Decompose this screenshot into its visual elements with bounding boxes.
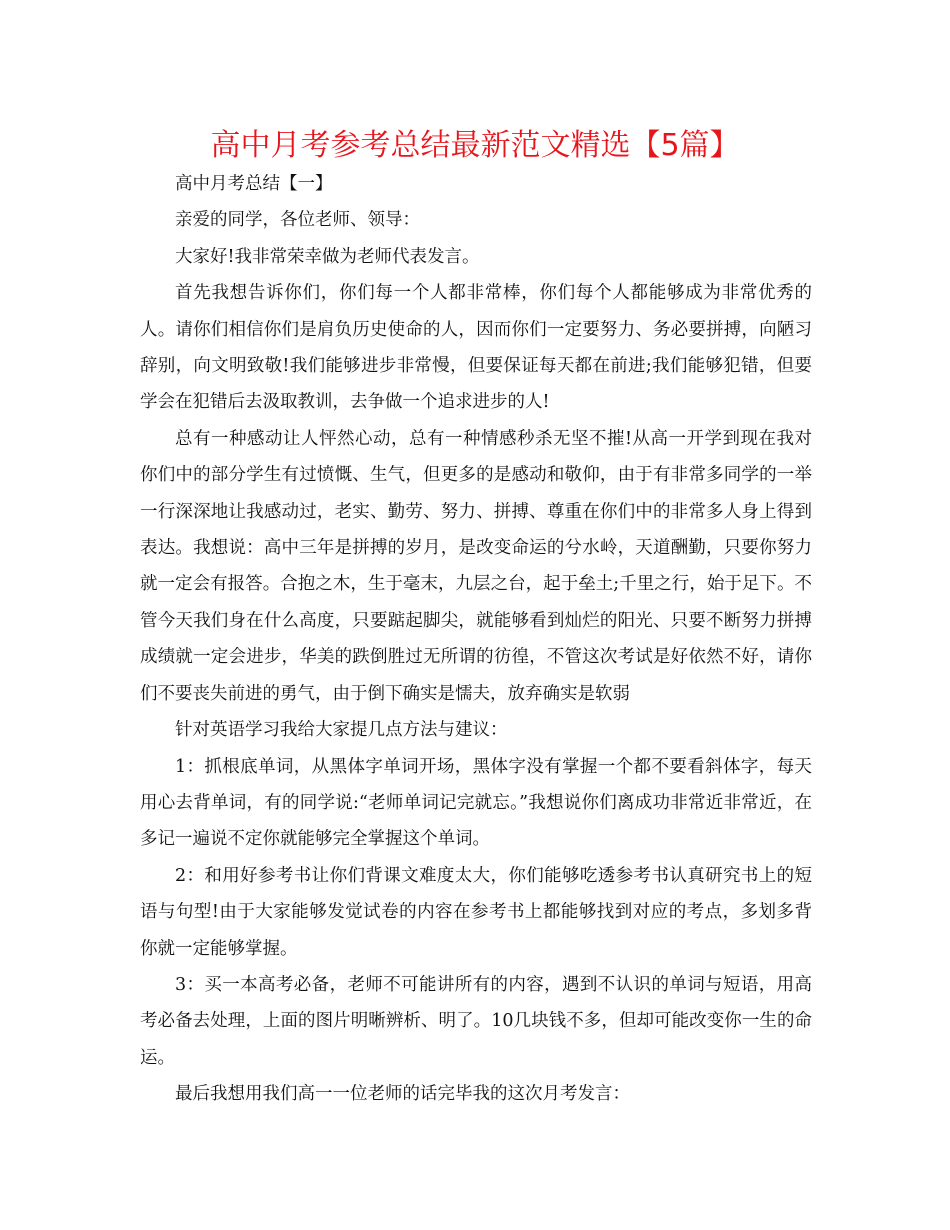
salutation: 亲爱的同学，各位老师、领导： xyxy=(175,210,420,231)
section-heading: 高中月考总结【一】 xyxy=(175,174,333,194)
paragraph: 大家好!我非常荣幸做为老师代表发言。 xyxy=(175,246,480,267)
document-body xyxy=(140,166,812,1113)
paragraph: 针对英语学习我给大家提几点方法与建议： xyxy=(175,720,508,741)
paragraph: 2：和用好参考书让你们背课文难度太大，你们能够吃透参考书认真研究书上的短语与句型!由于大家能够发觉试卷的内容在参考书上都能够找到对应的考点，多划多背你就一定能够掌握。 xyxy=(140,865,812,959)
paragraph: 总有一种感动让人怦然心动，总有一种情感秒杀无坚不摧!从高一开学到现在我对你们中的部分学生有过愤慨、生气，但更多的是感动和敬仰，由于有非常多同学的一举一行深深地让我感动过，老实、勤劳、努力、拼搏、尊重在你们中的非常多人身上得到表达。我想说：高中三年是拼搏的岁月，是改变命运的兮水岭，天道酬勤，只要你努力就一定会有报答。合抱之木，生于毫末，九层之台，起于垒土;千里之行，始于足下。不管今天我们身在什么高度，只要踮起脚尖，就能够看到灿烂的阳光、只要不断努力拼搏成绩就一定会进步，华美的跌倒胜过无所谓的彷徨，不管这次考试是好依然不好，请你们不要丧失前进的勇气，由于倒下确实是懦夫，放弃确实是软弱 xyxy=(140,428,812,704)
paragraph: 首先我想告诉你们，你们每一个人都非常棒，你们每个人都能够成为非常优秀的人。请你们相信你们是肩负历史使命的人，因而你们一定要努力、务必要拼搏，向陋习辞别，向文明致敬!我们能够进步非常慢，但要保证每天都在前进;我们能够犯错，但要学会在犯错后去汲取教训，去争做一个追求进步的人! xyxy=(140,283,812,413)
paragraph: 最后我想用我们高一一位老师的话完毕我的这次月考发言： xyxy=(175,1084,630,1105)
document-title: 高中月考参考总结最新范文精选【5篇】 xyxy=(210,128,740,163)
paragraph: 3：买一本高考必备，老师不可能讲所有的内容，遇到不认识的单词与短语，用高考必备去处理，上面的图片明晰辨析、明了。10几块钱不多，但却可能改变你一生的命运。 xyxy=(140,974,812,1068)
paragraph: 1：抓根底单词，从黑体字单词开场，黑体字没有掌握一个都不要看斜体字，每天用心去背单词，有的同学说:“老师单词记完就忘。”我想说你们离成功非常近非常近，在多记一遍说不定你就能够完全掌握这个单词。 xyxy=(140,756,812,850)
